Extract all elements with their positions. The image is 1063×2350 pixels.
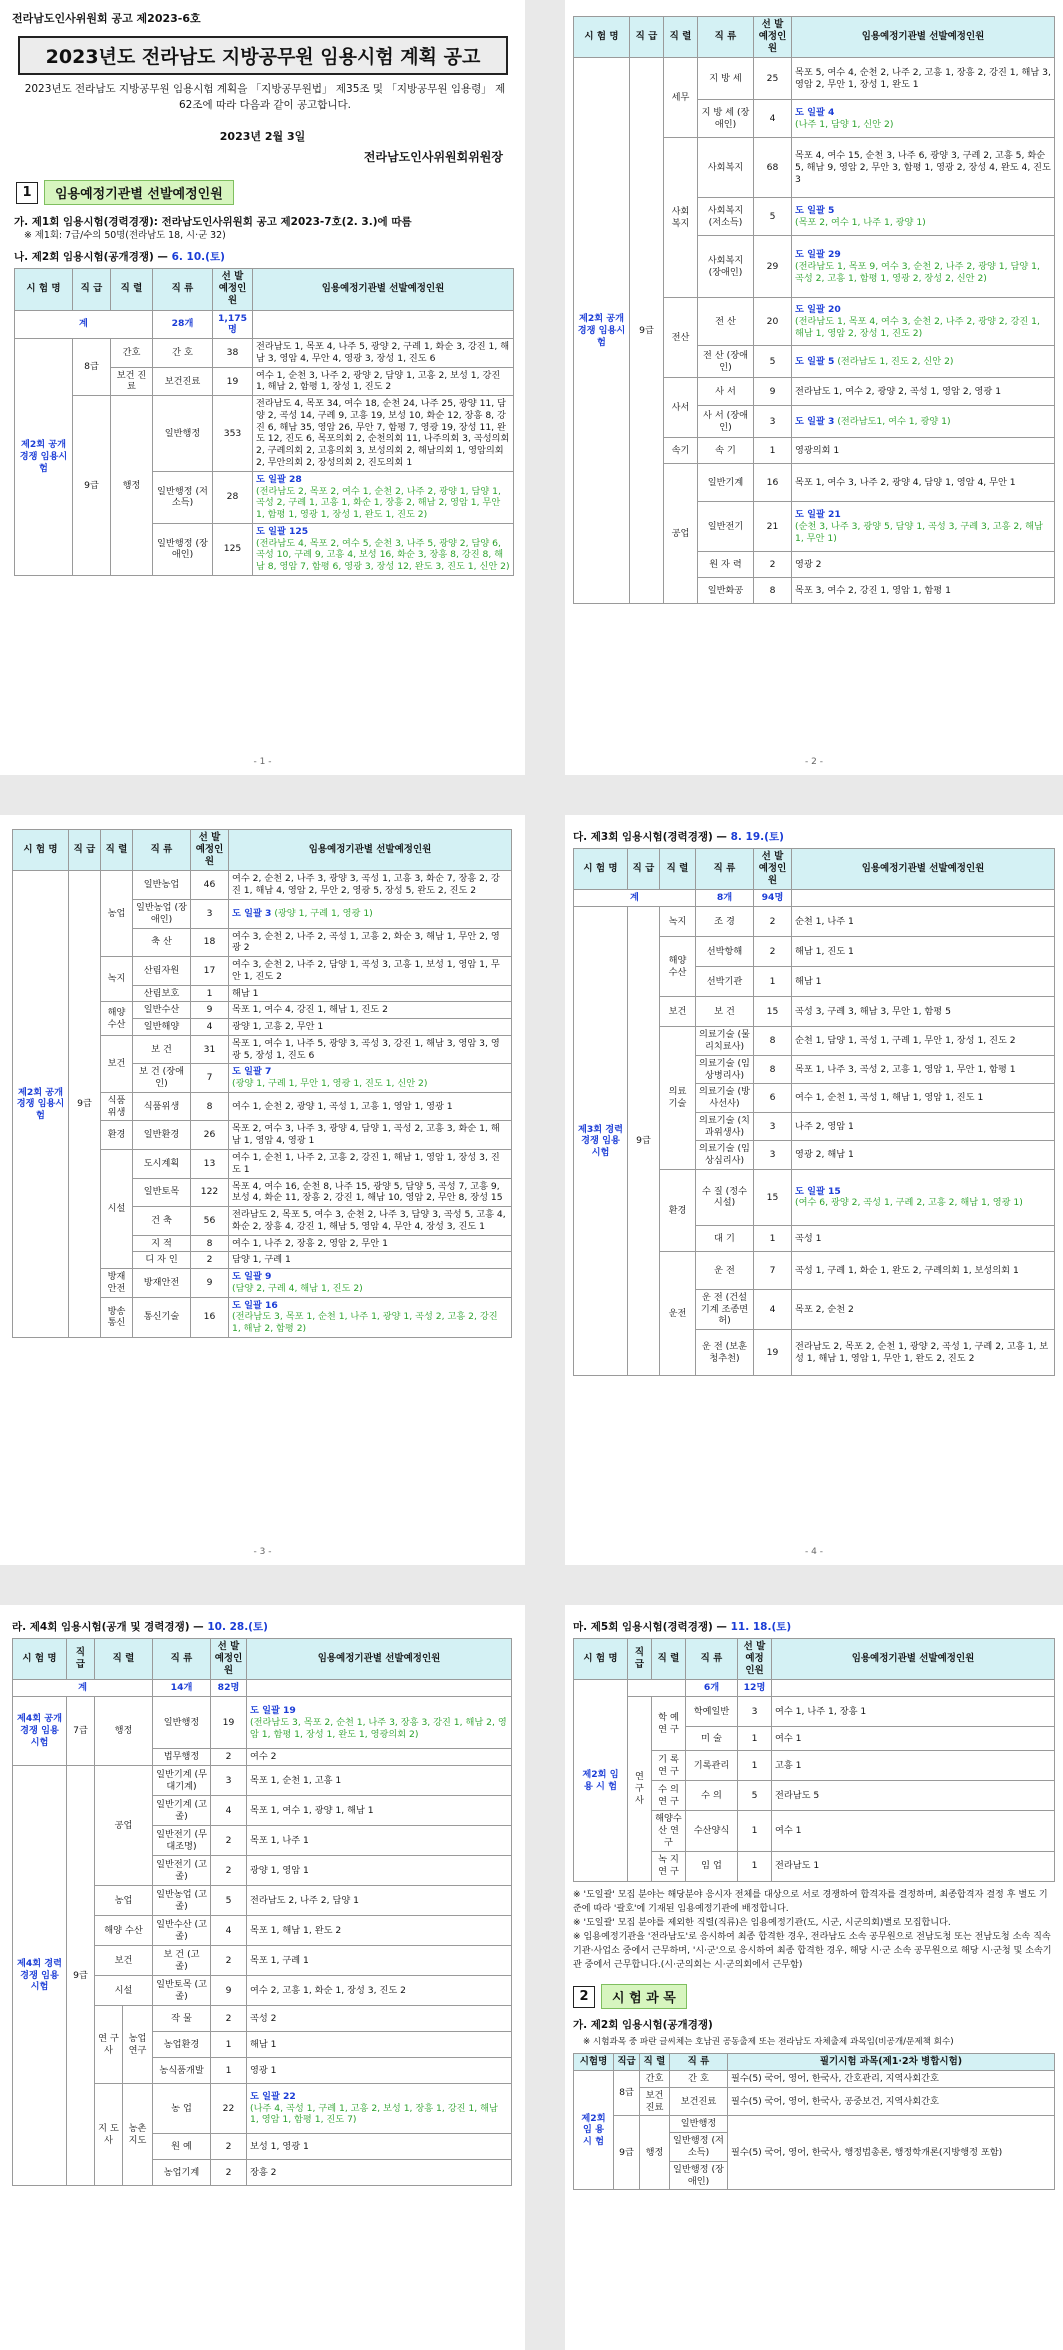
table-row: 농업 일반농업 (고 졸) 5 전라남도 2, 나주 2, 담양 1 (13, 1886, 512, 1916)
table-row: 원 예 2 보성 1, 영광 1 (13, 2134, 512, 2160)
table-row: 식품 위생 식품위생 8 여수 1, 순천 2, 광양 1, 곡성 1, 고흥 1, 영암 1, 영광 1 (13, 1092, 512, 1121)
exam2-table-c: 시 험 명 직 급 직 렬 직 류 선 발 예정인원 임용예정기관별 선발예정인원 제2회 공개경쟁 임용시험 9급 농업 일반농업 46 여수 2, 순천 2, 나주 3, 광양 3, 곡성 1, 고흥 3, 화순 7, 장흥 2, 강진 1, 해남 4, 영암 2, 무안 2, 영광 5, 장성 5, 완도 2, 진도 2 일반농업 (장애인) 3 도 일괄 3 (광양 1, 구례 1, 영광 1) 축 산 18 여수 3, 순천 2, 나주 2, 곡성 1, 고흥 2, 화순 3, 해남 1, 무안 2, 영광 2 녹지 산림자원 17 여수 3, 순천 2, 나주 2, 담양 1, 곡성 3, 고흥 1, 보성 1, 영암 1, 무안 1, 진도 2 산림보호 1 해남 1 해양 수산 일반수산 9 목포 1, 여수 4, 강진 1, 해남 1, 진도 2 일반해양 4 광양 1, 고흥 2, 무안 1 보건 보 건 31 목포 1, 여수 1, 나주 5, 광양 3, 곡성 3, 강진 1, 해남 3, 영암 3, 영광 5, 장성 1, 진도 6 보 건 (장애인) 7 도 일괄 7 (광양 1, 구례 1, 무안 1, 영광 1, 진도 1, 신안 2) 식품 위생 식품위생 8 여수 1, 순천 2, 광양 1, 곡성 1, 고흥 1, 영암 1, 영광 1 환경 일반환경 26 목포 2, 여수 3, 나주 3, 광양 4, 담양 1, 곡성 2, 고흥 3, 화순 1, 해남 1, 영암 4, 영광 1 시설 도시계획 13 여수 1, 순천 1, 나주 2, 고흥 2, 강진 1, 해남 1, 영암 1, 장성 3, 진도 1 일반토목 122 목포 4, 여수 16, 순천 8, 나주 15, 광양 5, 담양 5, 곡성 7, 고흥 9, 보성 4, 화순 11, 장흥 2, 강진 1, 해남 10, 영암 2, 무안 8, 장성 15 건 축 56 전라남도 2, 목포 5, 여수 3, 순천 2, 나주 3, 담양 3, 곡성 5, 고흥 4, 화순 2, 장흥 4, 강진 1, 해남 5, 영암 4, 무안 4, 장성 3, 진도 1 지 적 8 여수 1, 나주 2, 장흥 2, 영암 2, 무안 1 디 자 인 2 담양 1, 구례 1 방재 안전 방재안전 9 도 일괄 9 (담양 2, 구례 4, 해남 1, 진도 2) 방송 통신 통신기술 16 도 일괄 16 (전라남도 3, 목포 1, 순천 1, 나주 1, 광양 1, 곡성 2, 고흥 2, 강진 1, 해남 2, 함평 2) (12, 829, 512, 1338)
table-row: 농식품개발 1 영광 1 (13, 2058, 512, 2084)
table-row: 의료기술 (치과위생사) 3 나주 2, 영암 1 (574, 1112, 1055, 1141)
table-row: 보건 보 건 (고 졸) 2 목포 1, 구례 1 (13, 1946, 512, 1976)
table-row: 방재 안전 방재안전 9 도 일괄 9 (담양 2, 구례 4, 해남 1, 진도 2) (13, 1269, 512, 1298)
exam2-heading: 나. 제2회 임용시험(공개경쟁) — 6. 10.(토) (14, 251, 225, 264)
table-row: 사회복지 (장애인) 29 도 일괄 29 (전라남도 1, 목포 9, 여수 3, 순천 2, 나주 2, 광양 1, 담양 1, 곡성 2, 고흥 1, 함평 1, 영광 2, 장성 2, 신안 2) (574, 236, 1055, 298)
table-row: 보건 보 건 31 목포 1, 여수 1, 나주 5, 광양 3, 곡성 3, 강진 1, 해남 3, 영암 3, 영광 5, 장성 1, 진도 6 (13, 1035, 512, 1064)
table-row: 해양 수산 일반수산 9 목포 1, 여수 4, 강진 1, 해남 1, 진도 2 (13, 1002, 512, 1019)
table-row: 방송 통신 통신기술 16 도 일괄 16 (전라남도 3, 목포 1, 순천 1, 나주 1, 광양 1, 곡성 2, 고흥 2, 강진 1, 해남 2, 함평 2) (13, 1297, 512, 1337)
table-row: 사서 사 서 9 전라남도 1, 여수 2, 광양 2, 곡성 1, 영암 2, 영광 1 (574, 378, 1055, 406)
exam5-table: 시 험 명 직 급 직 렬 직 류 선 발 예정인원 임용예정기관별 선발예정인원 제2회 임 용 시 험 6개 12명 연 구 사 학 예 연 구 학예일반 3 여수 1, 나주 1, 장흥 1 미 술 1 여수 1 기 록 연 구 기록관리 1 고흥 1 수 의 연 구 수 의 5 전라남도 5 해양수산 연 구 수산양식 1 여수 1 녹 지 연 구 임 업 1 전라남도 1 (573, 1638, 1055, 1882)
table-row: 일반전기 21 도 일괄 21 (순천 3, 나주 3, 광양 5, 담양 1, 곡성 3, 구례 3, 고흥 2, 해남 1, 무안 1) (574, 502, 1055, 552)
subjects-table: 시험명 직급 직 렬 직 류 필기시험 과목(제1·2차 병합시험) 제2회 임 용 시 험 8급 간호 간 호 필수(5) 국어, 영어, 한국사, 간호관리, 지역사회간호 보건 진료 보건진료 필수(5) 국어, 영어, 한국사, 공중보건, 지역사회간호 9급 행정 일반행정 필수(5) 국어, 영어, 한국사, 행정법총론, 행정학개론(지방행정 포함) 일반행정 (저소득) 일반행정 (장애인) (573, 2053, 1055, 2190)
table-row: 미 술 1 여수 1 (574, 1727, 1055, 1751)
table-row: 보건 진료 보건진료 19 여수 1, 순천 3, 나주 2, 광양 2, 담양 1, 고흥 2, 보성 1, 강진 1, 해남 2, 함평 1, 장성 1, 진도 2 (15, 367, 514, 396)
exam4-heading: 라. 제4회 임용시험(공개 및 경력경쟁) — 10. 28.(토) (12, 1621, 268, 1633)
table-row: 시설 도시계획 13 여수 1, 순천 1, 나주 2, 고흥 2, 강진 1, 해남 1, 영암 1, 장성 3, 진도 1 (13, 1150, 512, 1179)
page-1 (0, 0, 525, 775)
table-row: 환경 일반환경 26 목포 2, 여수 3, 나주 3, 광양 4, 담양 1, 곡성 2, 고흥 3, 화순 1, 해남 1, 영암 4, 영광 1 (13, 1121, 512, 1150)
table-row: 시설 일반토목 (고 졸) 9 여수 2, 고흥 1, 화순 1, 장성 3, 진도 2 (13, 1976, 512, 2006)
table-row: 운 전 (건설기계 조종면허) 4 목포 2, 순천 2 (574, 1289, 1055, 1329)
table-row: 의료 기술 의료기술 (물리치료사) 8 순천 1, 담양 1, 곡성 1, 구례 1, 무안 1, 장성 1, 진도 2 (574, 1027, 1055, 1056)
table-row: 의료기술 (방사선사) 6 여수 1, 순천 1, 곡성 1, 해남 1, 영암 1, 진도 1 (574, 1084, 1055, 1113)
table-row: 제2회 공개경쟁 임용시험 8급 간호 간 호 38 전라남도 1, 목포 4, 나주 5, 광양 2, 구례 1, 화순 3, 강진 1, 해남 3, 영암 4, 무안 4, 영광 3, 장성 1, 진도 6 (15, 339, 514, 368)
page-2 (565, 0, 1063, 775)
note-2: ※ '도일괄' 모집 분야를 제외한 직렬(직류)은 임용예정기관(도, 시군, 시군의회)별로 모집합니다. (573, 1917, 951, 1928)
total-row: 계 14개 82명 (13, 1680, 512, 1697)
table-row: 일반농업 (장애인) 3 도 일괄 3 (광양 1, 구례 1, 영광 1) (13, 900, 512, 929)
doc-signer: 전라남도인사위원회위원장 (363, 150, 503, 164)
table-row: 대 기 1 곡성 1 (574, 1225, 1055, 1251)
table-row: 연 구 사 농업 연구 작 물 2 곡성 2 (13, 2006, 512, 2032)
table-row: 의료기술 (임상심리사) 3 영광 2, 해남 1 (574, 1141, 1055, 1170)
table-row: 일반기계 (고 졸) 4 목포 1, 여수 1, 광양 1, 해남 1 (13, 1796, 512, 1826)
table-row: 보건 보 건 15 곡성 3, 구례 3, 해남 3, 무안 1, 함평 5 (574, 997, 1055, 1027)
table-row: 제4회 공개경쟁 임용시험 7급 행정 일반행정 19 도 일괄 19 (전라남도 3, 목포 2, 순천 1, 나주 3, 장흥 3, 강진 1, 해남 2, 영암 1, 함평 1, 장성 1, 완도 1, 영광의회 2) (13, 1697, 512, 1749)
exam3-table: 시 험 명 직 급 직 렬 직 류 선 발 예정인원 임용예정기관별 선발예정인원 계 8개 94명 제3회 경력경쟁 임용시험 9급 녹지 조 경 2 순천 1, 나주 1 해양 수산 선박항해 2 해남 1, 진도 1 선박기관 1 해남 1 보건 보 건 15 곡성 3, 구례 3, 해남 3, 무안 1, 함평 5 의료 기술 의료기술 (물리치료사) 8 순천 1, 담양 1, 곡성 1, 구례 1, 무안 1, 장성 1, 진도 2 의료기술 (임상병리사) 8 목포 1, 나주 3, 곡성 2, 고흥 1, 영암 1, 무안 1, 함평 1 의료기술 (방사선사) 6 여수 1, 순천 1, 곡성 1, 해남 1, 영암 1, 진도 1 의료기술 (치과위생사) 3 나주 2, 영암 1 의료기술 (임상심리사) 3 영광 2, 해남 1 환경 수 질 (정수시설) 15 도 일괄 15 (여수 6, 광양 2, 곡성 1, 구례 2, 고흥 2, 해남 1, 영광 1) 대 기 1 곡성 1 운전 운 전 7 곡성 1, 구례 1, 화순 1, 완도 2, 구례의회 1, 보성의회 1 운 전 (건설기계 조종면허) 4 목포 2, 순천 2 운 전 (보훈청추천) 19 전라남도 2, 목포 2, 순천 1, 광양 2, 곡성 1, 구례 2, 고흥 1, 보성 1, 해남 1, 영암 1, 무안 1, 완도 2, 진도 2 (573, 848, 1055, 1376)
table-row: 제2회 임 용 시 험 8급 간호 간 호 필수(5) 국어, 영어, 한국사, 간호관리, 지역사회간호 (574, 2071, 1055, 2088)
page-number: - 3 - (253, 1547, 272, 1557)
table-row: 녹 지 연 구 임 업 1 전라남도 1 (574, 1851, 1055, 1881)
table-row: 농업환경 1 해남 1 (13, 2032, 512, 2058)
section-title: 시 험 과 목 (601, 1984, 687, 2009)
table-row: 일반해양 4 광양 1, 고흥 2, 무안 1 (13, 1019, 512, 1036)
exam-name: 제2회 공개경쟁 임용시험 (15, 339, 73, 576)
col-count: 선 발 예정인원 (213, 269, 253, 310)
table-row: 보 건 (장애인) 7 도 일괄 7 (광양 1, 구례 1, 무안 1, 영광 1, 진도 1, 신안 2) (13, 1064, 512, 1093)
table-row: 기 록 연 구 기록관리 1 고흥 1 (574, 1751, 1055, 1781)
table-row: 공업 일반기계 16 목포 1, 여수 3, 나주 2, 광양 4, 담양 1, 영암 4, 무안 1 (574, 464, 1055, 502)
table-row: 9급 행정 일반행정 353 전라남도 4, 목포 34, 여수 18, 순천 24, 나주 25, 광양 11, 담양 2, 곡성 14, 구례 9, 고흥 19, 보성 10, 화순 12, 장흥 8, 강진 6, 해남 35, 영암 26, 무안 7, 함평 7, 영광 19, 장성 11, 완도 12, 진도 6, 목포의회 2, 순천의회 11, 나주의회 3, 곡성의회 2, 구례의회 2, 고흥의회 3, 보성의회 2, 해남의회 1, 영암의회 2, 무안의회 2, 장성의회 2, 진도의회 1 (15, 396, 514, 472)
table-row: 산림보호 1 해남 1 (13, 985, 512, 1002)
table-row: 일반행정 (장애인) 125 도 일괄 125 (전라남도 4, 목포 2, 여수 5, 순천 3, 나주 5, 광양 2, 담양 6, 곡성 10, 구례 9, 고흥 4, 보성 16, 화순 3, 장흥 8, 강진 8, 해남 8, 영암 7, 함평 6, 영광 3, 장성 12, 완도 3, 진도 1, 신안 2) (15, 523, 514, 575)
table-row: 제2회 공개경쟁 임용시험 9급 세무 지 방 세 25 목포 5, 여수 4, 순천 2, 나주 2, 고흥 1, 장흥 2, 강진 1, 해남 3, 영암 2, 무안 1, 장성 1, 완도 1 (574, 58, 1055, 100)
table-row: 선박기관 1 해남 1 (574, 967, 1055, 997)
col-series: 직 렬 (111, 269, 153, 310)
table-row: 해양수산 연 구 수산양식 1 여수 1 (574, 1811, 1055, 1851)
table-row: 일반행정 (장애인) (574, 2161, 1055, 2190)
table-row: 환경 수 질 (정수시설) 15 도 일괄 15 (여수 6, 광양 2, 곡성 1, 구례 2, 고흥 2, 해남 1, 영광 1) (574, 1169, 1055, 1225)
table-row: 법무행정 2 여수 2 (13, 1749, 512, 1766)
table-row: 원 자 력 2 영광 2 (574, 552, 1055, 578)
table-row: 지 적 8 여수 1, 나주 2, 장흥 2, 영암 2, 무안 1 (13, 1235, 512, 1252)
intro-text: 2023년도 전라남도 지방공무원 임용시험 계획을 「지방공무원법」 제35조 및 「지방공무원 임용령」 제62조에 따라 다음과 같이 공고합니다. (24, 83, 506, 111)
exam2-table-b: 시 험 명 직 급 직 렬 직 류 선 발 예정인원 임용예정기관별 선발예정인원 제2회 공개경쟁 임용시험 9급 세무 지 방 세 25 목포 5, 여수 4, 순천 2, 나주 2, 고흥 1, 장흥 2, 강진 1, 해남 3, 영암 2, 무안 1, 장성 1, 완도 1 지 방 세 (장애인) 4 도 일괄 4 (나주 1, 담양 1, 신안 2) 사회 복지 사회복지 68 목포 4, 여수 15, 순천 3, 나주 6, 광양 3, 구례 2, 고흥 5, 화순 5, 해남 9, 영암 2, 무안 3, 함평 1, 영광 2, 장성 4, 완도 4, 진도 3 사회복지 (저소득) 5 도 일괄 5 (목포 2, 여수 1, 나주 1, 광양 1) 사회복지 (장애인) 29 도 일괄 29 (전라남도 1, 목포 9, 여수 3, 순천 2, 나주 2, 광양 1, 담양 1, 곡성 2, 고흥 1, 함평 1, 영광 2, 장성 2, 신안 2) 전산 전 산 20 도 일괄 20 (전라남도 1, 목포 4, 여수 3, 순천 2, 나주 2, 광양 2, 강진 1, 해남 1, 영암 2, 장성 1, 진도 2) 전 산 (장애인) 5 도 일괄 5 (전라남도 1, 진도 2, 신안 2) 사서 사 서 9 전라남도 1, 여수 2, 광양 2, 곡성 1, 영암 2, 영광 1 사 서 (장애인) 3 도 일괄 3 (전라남도1, 여수 1, 광양 1) 속기 속 기 1 영광의회 1 공업 일반기계 16 목포 1, 여수 3, 나주 2, 광양 4, 담양 1, 영암 4, 무안 1 일반전기 21 도 일괄 21 (순천 3, 나주 3, 광양 5, 담양 1, 곡성 3, 구례 3, 고흥 2, 해남 1, 무안 1) 원 자 력 2 영광 2 일반화공 8 목포 3, 여수 2, 강진 1, 영암 1, 함평 1 (573, 16, 1055, 604)
page-5 (0, 1605, 525, 2350)
table-row: 해양 수산 일반수산 (고 졸) 4 목포 1, 해남 1, 완도 2 (13, 1916, 512, 1946)
table-row: 지 방 세 (장애인) 4 도 일괄 4 (나주 1, 담양 1, 신안 2) (574, 100, 1055, 138)
page-number: - 2 - (805, 757, 823, 767)
table-row: 건 축 56 전라남도 2, 목포 5, 여수 3, 순천 2, 나주 3, 담양 3, 곡성 5, 고흥 4, 화순 2, 장흥 4, 강진 1, 해남 5, 영암 4, 무안 4, 장성 3, 진도 1 (13, 1207, 512, 1236)
page-number: - 4 - (805, 1547, 823, 1557)
exam2-table-a (14, 268, 514, 576)
table-row: 9급 행정 일반행정 필수(5) 국어, 영어, 한국사, 행정법총론, 행정학개론(지방행정 포함) (574, 2116, 1055, 2133)
page-number: - 1 - (253, 757, 272, 767)
table-row: 제2회 공개경쟁 임용시험 9급 농업 일반농업 46 여수 2, 순천 2, 나주 3, 광양 3, 곡성 1, 고흥 3, 화순 7, 장흥 2, 강진 1, 해남 4, 영암 2, 무안 2, 영광 5, 장성 5, 완도 2, 진도 2 (13, 871, 512, 900)
subjects-heading: 가. 제2회 임용시험(공개경쟁) (573, 2019, 713, 2032)
exam1-heading: 가. 제1회 임용시험(경력경쟁): 전라남도인사위원회 공고 제2023-7호(2. 3.)에 따름 (14, 216, 412, 228)
table-row: 해양 수산 선박항해 2 해남 1, 진도 1 (574, 937, 1055, 967)
table-row: 제2회 임 용 시 험 6개 12명 (574, 1680, 1055, 1697)
table-row: 제4회 경력경쟁 임용시험 9급 공업 일반기계 (무대기계) 3 목포 1, 순천 1, 고흥 1 (13, 1766, 512, 1796)
notes (573, 1888, 1055, 1973)
col-class: 직 류 (153, 269, 213, 310)
table-row: 연 구 사 학 예 연 구 학예일반 3 여수 1, 나주 1, 장흥 1 (574, 1697, 1055, 1727)
col-agencies: 임용예정기관별 선발예정인원 (253, 269, 514, 310)
table-row: 일반전기 (무대조명) 2 목포 1, 나주 1 (13, 1826, 512, 1856)
table-row: 일반화공 8 목포 3, 여수 2, 강진 1, 영암 1, 함평 1 (574, 578, 1055, 604)
table-row: 지 도 사 농촌 지도 농 업 22 도 일괄 22 (나주 4, 곡성 1, 구례 1, 고흥 2, 보성 1, 장흥 1, 강진 1, 해남 1, 영암 1, 함평 1, 진도 7) (13, 2084, 512, 2134)
col-exam: 시 험 명 (15, 269, 73, 310)
total-row: 계 28개 1,175명 (15, 310, 514, 339)
table-row: 운전 운 전 7 곡성 1, 구례 1, 화순 1, 완도 2, 구례의회 1, 보성의회 1 (574, 1251, 1055, 1289)
page-6 (565, 1605, 1063, 2350)
exam4-table: 시 험 명 직 급 직 렬 직 류 선 발 예정인원 임용예정기관별 선발예정인원 계 14개 82명 제4회 공개경쟁 임용시험 7급 행정 일반행정 19 도 일괄 19 (전라남도 3, 목포 2, 순천 1, 나주 3, 장흥 3, 강진 1, 해남 2, 영암 1, 함평 1, 장성 1, 완도 1, 영광의회 2) 법무행정 2 여수 2 제4회 경력경쟁 임용시험 9급 공업 일반기계 (무대기계) 3 목포 1, 순천 1, 고흥 1 일반기계 (고 졸) 4 목포 1, 여수 1, 광양 1, 해남 1 일반전기 (무대조명) 2 목포 1, 나주 1 일반전기 (고 졸) 2 광양 1, 영암 1 농업 일반농업 (고 졸) 5 전라남도 2, 나주 2, 담양 1 해양 수산 일반수산 (고 졸) 4 목포 1, 해남 1, 완도 2 보건 보 건 (고 졸) 2 목포 1, 구례 1 시설 일반토목 (고 졸) 9 여수 2, 고흥 1, 화순 1, 장성 3, 진도 2 연 구 사 농업 연구 작 물 2 곡성 2 농업환경 1 해남 1 농식품개발 1 영광 1 지 도 사 농촌 지도 농 업 22 도 일괄 22 (나주 4, 곡성 1, 구례 1, 고흥 2, 보성 1, 장흥 1, 강진 1, 해남 1, 영암 1, 함평 1, 진도 7) 원 예 2 보성 1, 영광 1 농업기계 2 장흥 2 (12, 1638, 512, 2186)
table-row: 속기 속 기 1 영광의회 1 (574, 438, 1055, 464)
page-3 (0, 815, 525, 1565)
total-row: 계 8개 94명 (574, 890, 1055, 907)
table-row: 일반토목 122 목포 4, 여수 16, 순천 8, 나주 15, 광양 5, 담양 5, 곡성 7, 고흥 9, 보성 4, 화순 11, 장흥 2, 강진 1, 해남 10, 영암 2, 무안 8, 장성 15 (13, 1178, 512, 1207)
note-3: ※ 임용예정기관을 '전라남도'로 응시하여 최종 합격한 경우, 전라남도 소속 공무원으로 전남도청 또는 전남도청 소속 직속기관·사업소 중에서 근무하며, '시·군'으로 응시하여 최종 합격한 경우, 해당 시·군 소속 공무원으로 해당 시·군청 및 소속기관 중에서 근무합니다.(시·군의회는 시·군의회에서 근무함) (573, 1931, 1052, 1970)
table-row: 농업기계 2 장흥 2 (13, 2160, 512, 2186)
table-row: 일반전기 (고 졸) 2 광양 1, 영암 1 (13, 1856, 512, 1886)
doc-title: 2023년도 전라남도 지방공무원 임용시험 계획 공고 (18, 36, 508, 75)
section-title: 임용예정기관별 선발예정인원 (44, 180, 234, 205)
exam1-note: ※ 제1회: 7급/수의 50명(전라남도 18, 시·군 32) (24, 230, 226, 241)
section-1-heading (16, 180, 234, 205)
exam5-heading: 마. 제5회 임용시험(경력경쟁) — 11. 18.(토) (573, 1621, 792, 1633)
table-row: 축 산 18 여수 3, 순천 2, 나주 2, 곡성 1, 고흥 2, 화순 3, 해남 1, 무안 2, 영광 2 (13, 928, 512, 957)
note-1: ※ '도일괄' 모집 분야는 해당분야 응시자 전체를 대상으로 서로 경쟁하여 합격자를 결정하며, 최종합격자 결정 후 별도 기준에 따라 '괄호'에 기재된 임용예정기관에 배정합니다. (573, 1889, 1048, 1914)
table-row: 일반행정 (저소득) 28 도 일괄 28 (전라남도 2, 목포 2, 여수 1, 순천 2, 나주 2, 광양 1, 담양 1, 곡성 2, 구례 1, 고흥 1, 화순 1, 장흥 2, 해남 2, 영암 1, 무안 1, 함평 1, 영광 1, 장성 1, 완도 1, 진도 2) (15, 471, 514, 523)
col-grade: 직 급 (73, 269, 111, 310)
section-number: 1 (16, 182, 38, 204)
table-row: 일반행정 (저소득) (574, 2133, 1055, 2162)
section-number: 2 (573, 1986, 595, 2008)
table-row: 보건 진료 보건진료 필수(5) 국어, 영어, 한국사, 공중보건, 지역사회간호 (574, 2087, 1055, 2116)
table-row: 전 산 (장애인) 5 도 일괄 5 (전라남도 1, 진도 2, 신안 2) (574, 346, 1055, 378)
table-row: 운 전 (보훈청추천) 19 전라남도 2, 목포 2, 순천 1, 광양 2, 곡성 1, 구례 2, 고흥 1, 보성 1, 해남 1, 영암 1, 무안 1, 완도 2, 진도 2 (574, 1330, 1055, 1376)
notice-number: 전라남도인사위원회 공고 제2023-6호 (12, 12, 201, 25)
table-row: 의료기술 (임상병리사) 8 목포 1, 나주 3, 곡성 2, 고흥 1, 영암 1, 무안 1, 함평 1 (574, 1055, 1055, 1084)
table-row: 디 자 인 2 담양 1, 구례 1 (13, 1252, 512, 1269)
table-row: 사 서 (장애인) 3 도 일괄 3 (전라남도1, 여수 1, 광양 1) (574, 406, 1055, 438)
table-row: 사회복지 (저소득) 5 도 일괄 5 (목포 2, 여수 1, 나주 1, 광양 1) (574, 198, 1055, 236)
table-row: 사회 복지 사회복지 68 목포 4, 여수 15, 순천 3, 나주 6, 광양 3, 구례 2, 고흥 5, 화순 5, 해남 9, 영암 2, 무안 3, 함평 1, 영광 2, 장성 4, 완도 4, 진도 3 (574, 138, 1055, 198)
table-row: 전산 전 산 20 도 일괄 20 (전라남도 1, 목포 4, 여수 3, 순천 2, 나주 2, 광양 2, 강진 1, 해남 1, 영암 2, 장성 1, 진도 2) (574, 298, 1055, 346)
table-row: 제3회 경력경쟁 임용시험 9급 녹지 조 경 2 순천 1, 나주 1 (574, 907, 1055, 937)
table-row: 수 의 연 구 수 의 5 전라남도 5 (574, 1781, 1055, 1811)
page-4 (565, 815, 1063, 1565)
section-2-heading (573, 1984, 1055, 2009)
doc-date: 2023년 2월 3일 (219, 130, 306, 143)
subjects-note: ※ 시험과목 중 파란 글씨체는 호남권 공동출제 또는 전라남도 자체출제 과목임(비공개/문제책 회수) (583, 2037, 954, 2048)
exam3-heading: 다. 제3회 임용시험(경력경쟁) — 8. 19.(토) (573, 831, 784, 843)
table-row: 녹지 산림자원 17 여수 3, 순천 2, 나주 2, 담양 1, 곡성 3, 고흥 1, 보성 1, 영암 1, 무안 1, 진도 2 (13, 957, 512, 986)
